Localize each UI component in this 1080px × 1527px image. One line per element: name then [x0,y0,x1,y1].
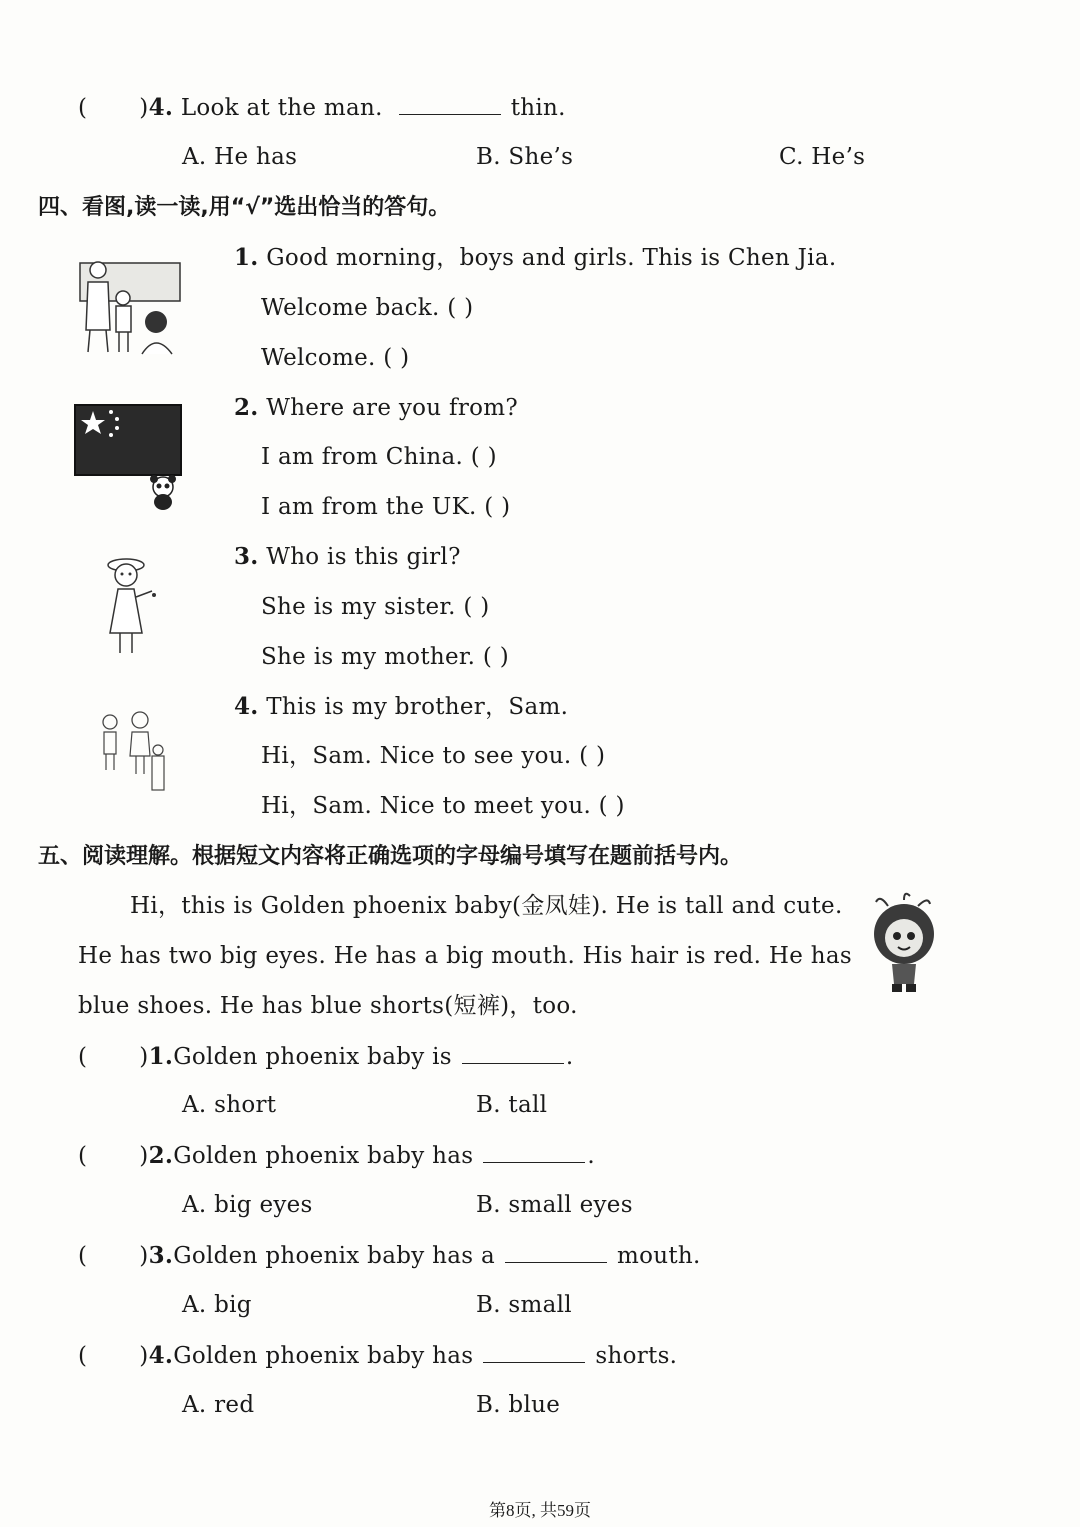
question-text-after: thin. [510,95,566,121]
answer-option[interactable]: Hi，Sam. Nice to see you. ( ) [261,743,606,769]
passage-line: Hi，this is Golden phoenix baby(金凤娃). He is tall and cute. [130,893,843,919]
question-number: 2. [148,1142,174,1169]
answer-paren[interactable]: ( ) [78,1343,149,1369]
question-row [78,1240,701,1271]
passage-line: He has two big eyes. He has a big mouth. His hair is red. He has [78,943,853,969]
answer-paren[interactable]: ( ) [78,1143,149,1169]
answer-option[interactable]: Welcome back. ( ) [261,295,474,321]
item-prompt-text: Who is this girl? [266,544,461,570]
item-prompt-text: This is my brother，Sam. [266,694,569,720]
question-text: Golden phoenix baby is [173,1044,452,1070]
question-text-after: shorts. [595,1343,678,1369]
answer-option[interactable]: Welcome. ( ) [261,345,410,371]
option-b: B. small eyes [476,1192,633,1218]
girl-image [100,553,164,661]
question-row [78,92,566,123]
answer-option[interactable]: I am from the UK. ( ) [261,494,511,520]
item-number: 3. [234,543,259,570]
answer-blank[interactable] [483,1140,585,1163]
answer-blank[interactable] [505,1240,607,1263]
option-a: A. short [182,1092,277,1118]
item-prompt [234,692,568,722]
answer-option[interactable]: She is my mother. ( ) [261,644,510,670]
question-number: 3. [148,1242,174,1269]
section-heading: 四、看图,读一读,用“√”选出恰当的答句。 [38,195,451,220]
answer-blank[interactable] [399,92,501,115]
answer-option[interactable]: I am from China. ( ) [261,444,497,470]
answer-blank[interactable] [462,1041,564,1064]
question-text: Golden phoenix baby has [173,1143,474,1169]
question-text: Golden phoenix baby has a [173,1243,495,1269]
kids-image [96,710,176,794]
item-number: 2. [234,394,259,421]
item-prompt [234,542,461,572]
answer-paren[interactable]: ( ) [78,1243,149,1269]
item-prompt-text: Where are you from? [266,395,519,421]
item-number: 4. [234,693,259,720]
answer-option[interactable]: Hi，Sam. Nice to meet you. ( ) [261,793,625,819]
answer-paren[interactable]: ( ) [78,1044,149,1070]
golden-phoenix-baby-image [866,892,942,996]
page-footer: 第8页, 共59页 [489,1501,591,1520]
answer-option[interactable]: She is my sister. ( ) [261,594,490,620]
option-a: A. He has [182,144,298,170]
question-text: Golden phoenix baby has [173,1343,474,1369]
option-b: B. small [476,1292,572,1318]
question-row [78,1340,677,1371]
answer-paren-close: ) [139,95,149,121]
option-a: A. big eyes [182,1192,313,1218]
option-a: A. red [182,1392,255,1418]
section-heading: 五、阅读理解。根据短文内容将正确选项的字母编号填写在题前括号内。 [38,844,743,869]
question-number: 4. [148,94,174,121]
question-text-after: . [565,1044,574,1070]
china-flag-image [75,403,185,511]
option-a: A. big [182,1292,252,1318]
question-number: 1. [148,1043,174,1070]
answer-blank[interactable] [483,1340,585,1363]
option-b: B. She’s [476,144,574,170]
item-prompt-text: Good morning，boys and girls. This is Chen Jia. [266,245,837,271]
teacher-students-image [76,258,182,356]
question-number: 4. [148,1342,174,1369]
question-text-after: mouth. [616,1243,701,1269]
passage-line: blue shoes. He has blue shorts(短裤)，too. [78,993,578,1019]
question-text-after: . [587,1143,595,1169]
question-row [78,1041,574,1072]
option-b: B. tall [476,1092,548,1118]
option-c: C. He’s [779,144,866,170]
item-number: 1. [234,244,259,271]
item-prompt [234,393,518,423]
answer-paren-open[interactable]: ( [78,95,88,121]
question-text: Look at the man. [180,95,383,121]
question-row [78,1140,595,1171]
option-b: B. blue [476,1392,561,1418]
item-prompt [234,243,836,273]
